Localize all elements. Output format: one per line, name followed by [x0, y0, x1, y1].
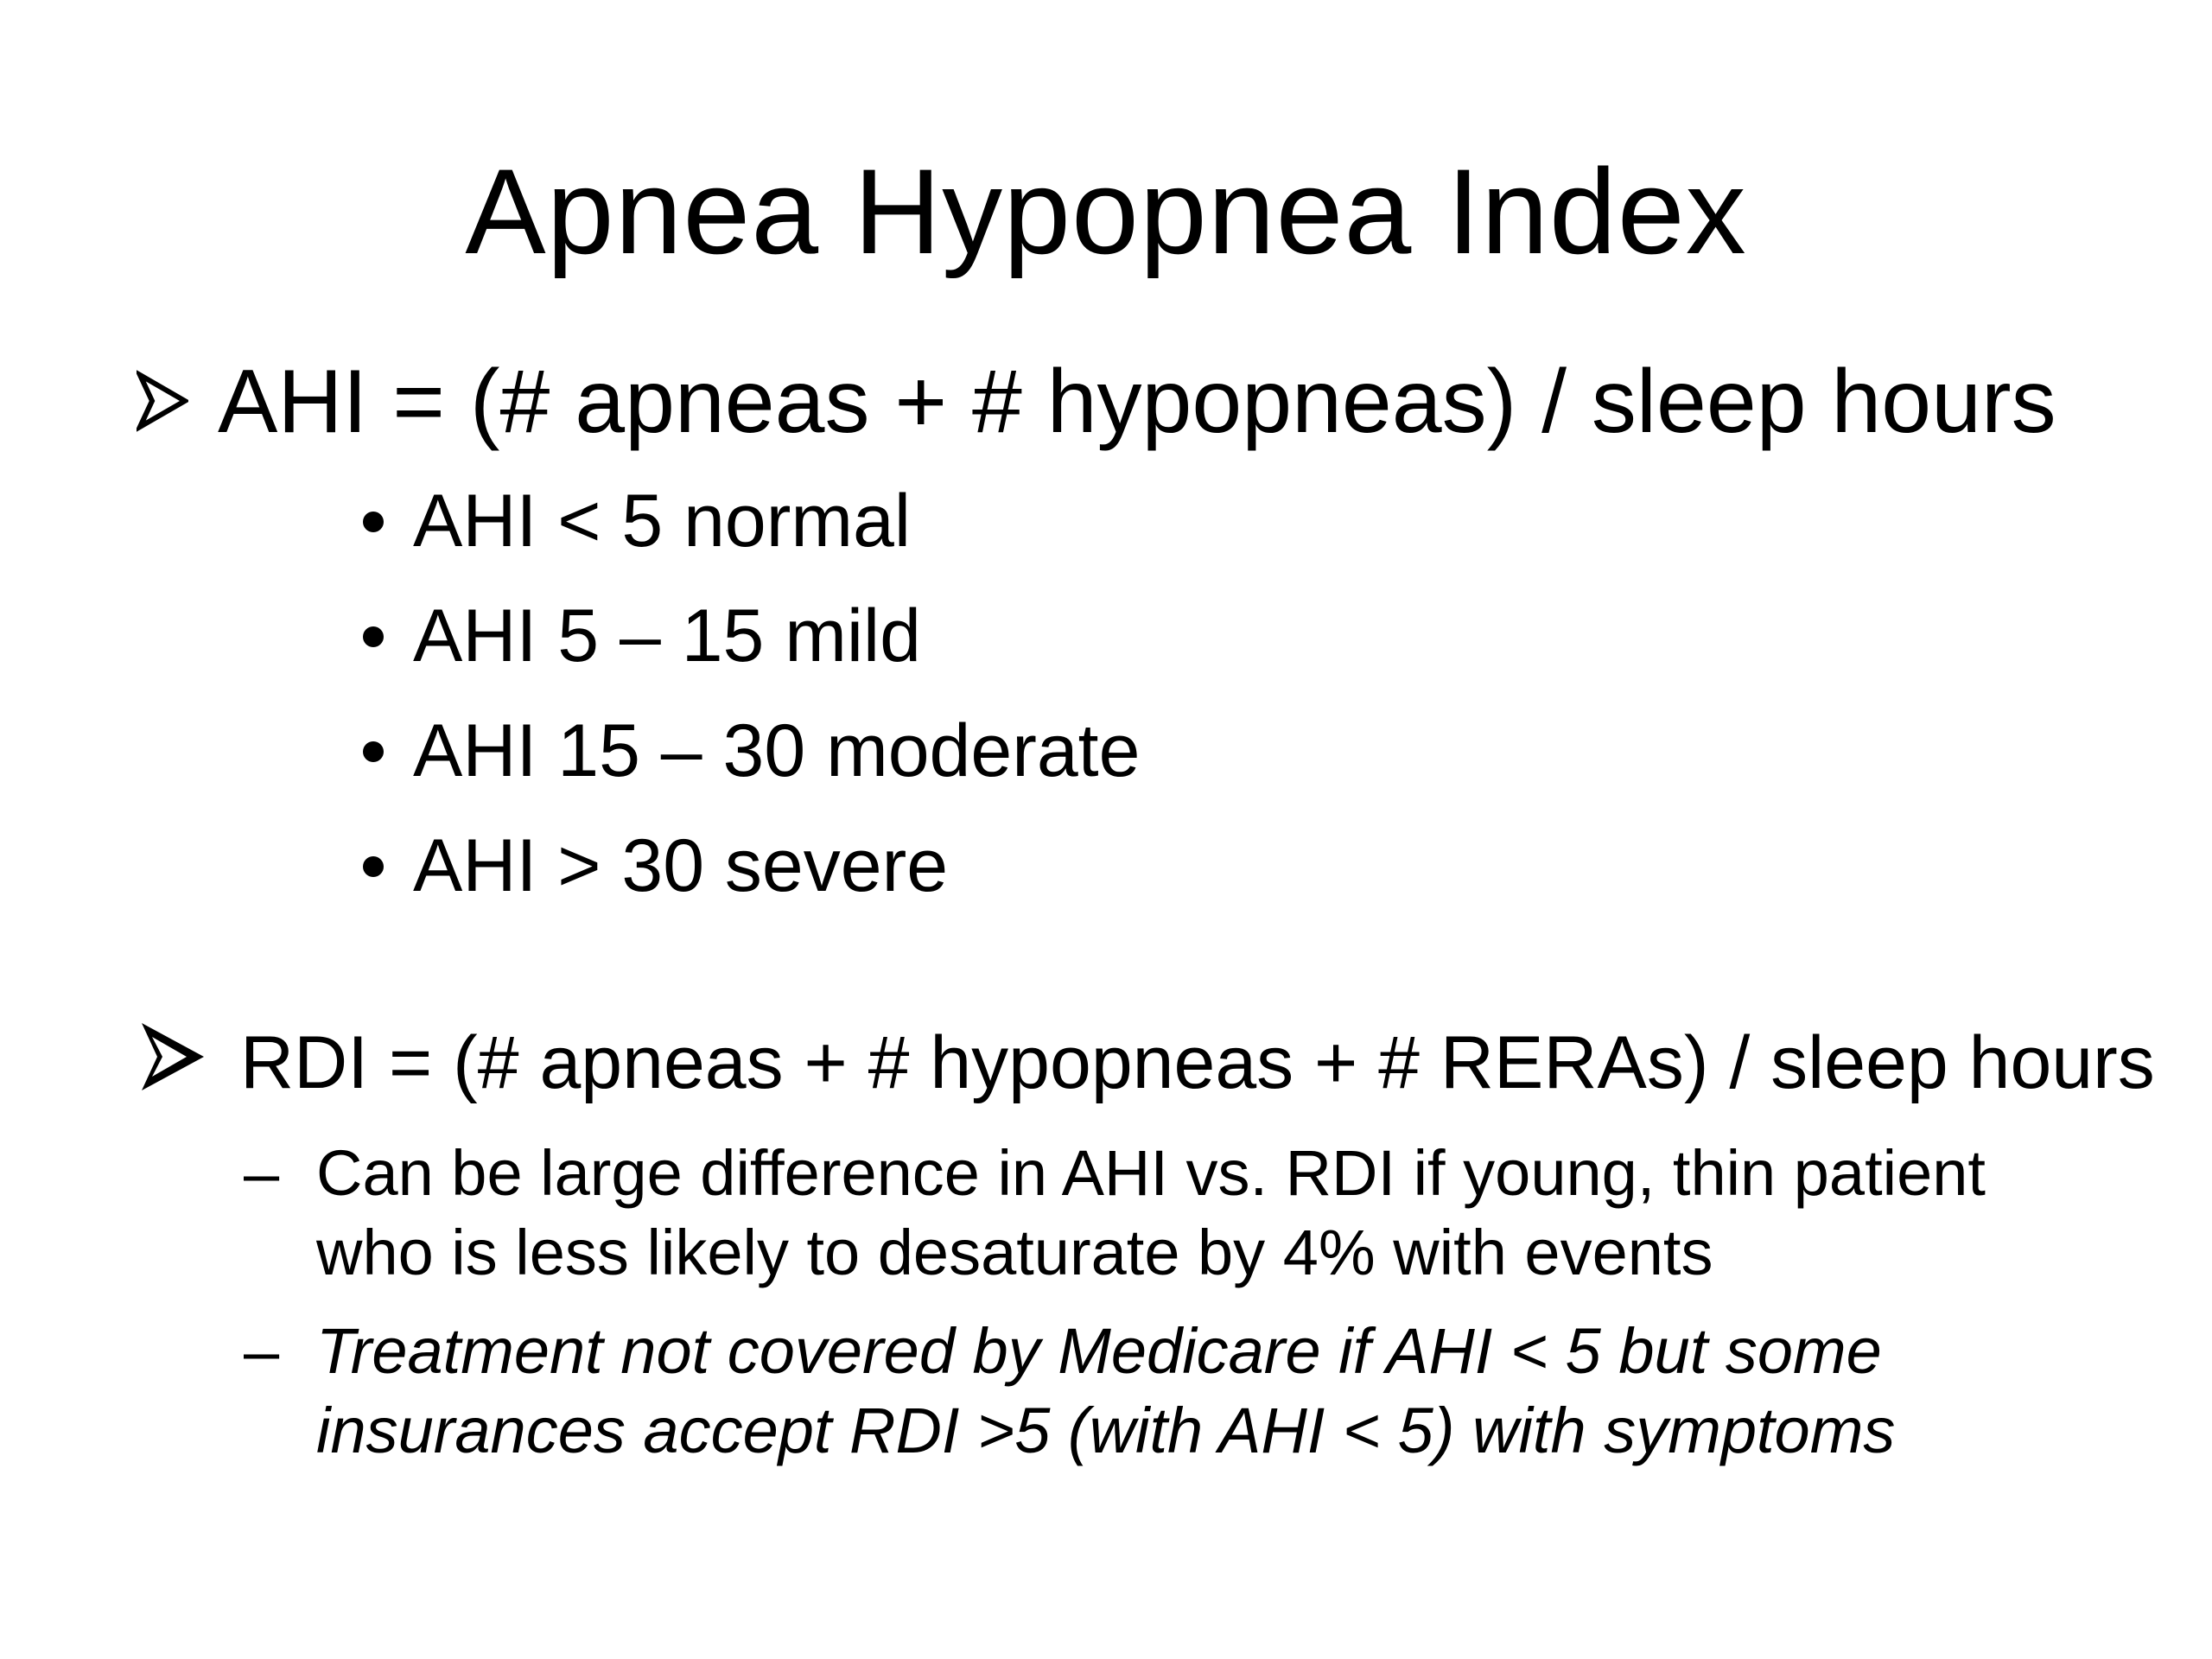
slide-title: Apnea Hypopnea Index	[465, 143, 1747, 279]
ahi-range-normal: AHI < 5 normal	[413, 480, 911, 563]
ahi-range-mild: AHI 5 – 15 mild	[413, 594, 921, 677]
bullet-icon	[363, 856, 384, 877]
rdi-note-1-line-2: who is less likely to desaturate by 4% with events	[316, 1217, 1713, 1288]
arrowhead-bold-icon	[138, 1018, 207, 1096]
rdi-note-2-line-1: Treatment not covered by Medicare if AHI < 5 but some	[316, 1315, 1882, 1387]
ahi-range-severe: AHI > 30 severe	[413, 824, 949, 907]
ahi-range-moderate: AHI 15 – 30 moderate	[413, 709, 1141, 792]
dash-bullet-icon: –	[244, 1315, 280, 1387]
rdi-note-1-line-1: Can be large difference in AHI vs. RDI if young, thin patient	[316, 1137, 1986, 1209]
dash-bullet-icon: –	[244, 1137, 280, 1209]
rdi-formula: RDI = (# apneas + # hypopneas + # RERAs) / sleep hours	[240, 1021, 2155, 1104]
ahi-formula: AHI = (# apneas + # hypopneas) / sleep hours	[218, 352, 2056, 452]
bullet-icon	[363, 741, 384, 762]
bullet-icon	[363, 626, 384, 647]
arrowhead-outline-icon	[137, 370, 188, 432]
bullet-icon	[363, 512, 384, 532]
rdi-note-2-line-2: insurances accept RDI >5 (with AHI < 5) with symptoms	[316, 1395, 1896, 1466]
